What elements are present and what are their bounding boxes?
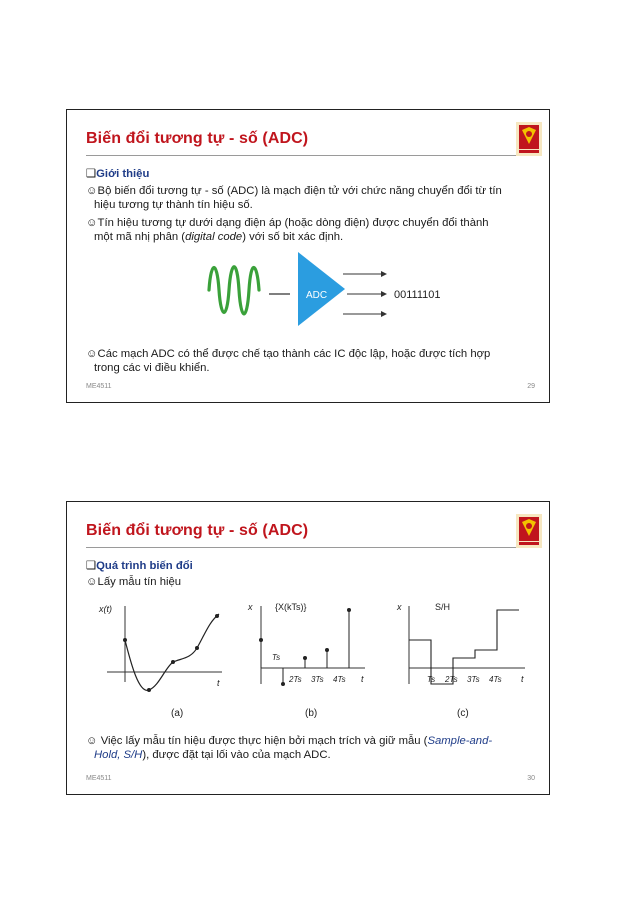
plot-title: S/H [435, 602, 451, 612]
bullet-1-line-2: hiệu tương tự thành tín hiệu số. [94, 199, 253, 211]
footer-page-number: 29 [527, 383, 535, 390]
sample-and-hold-term: Sample-and- [427, 735, 493, 747]
title-divider [86, 155, 530, 156]
bullet-2-line-2: một mã nhị phân (digital code) với số bit xác định. [94, 231, 344, 243]
sample-point [171, 660, 175, 664]
bullet-1-line-1: Bộ biến đổi tương tự - số (ADC) là mạch điện tử với chức năng chuyển đổi từ tín [97, 185, 502, 197]
analog-sine-wave [209, 267, 259, 314]
checkbox-bullet-icon: ❑ [86, 168, 97, 180]
smiley-bullet-icon: ☺ [86, 735, 98, 747]
footer-course-code: ME4511 [86, 775, 112, 782]
y-axis-label: x [248, 602, 253, 612]
adc-label: ADC [306, 290, 328, 301]
figure-b-sampled-signal [245, 594, 375, 704]
smiley-bullet-icon: ☺ [86, 348, 98, 360]
smiley-bullet-icon: ☺ [86, 217, 98, 229]
tick-2ts: 2Ts [289, 675, 302, 684]
figure-c-sample-hold [395, 594, 535, 704]
x-axis-label: t [361, 674, 364, 684]
slide-title: Biến đổi tương tự - số (ADC) [86, 130, 309, 147]
bullet-3-line-1: Các mạch ADC có thể được chế tạo thành các IC độc lập, hoặc được tích hợp [97, 348, 491, 360]
y-axis-label: x [397, 602, 402, 612]
bullet-3-line-2: trong các vi điều khiển. [94, 362, 210, 374]
slide-29 [66, 109, 550, 403]
tick-3ts: 3Ts [311, 675, 324, 684]
digital-output-code: 00111101 [394, 289, 441, 301]
tick-4ts: 4Ts [489, 675, 502, 684]
heading-text: Giới thiệu [96, 168, 150, 180]
university-logo-icon [516, 514, 542, 548]
slide-30 [66, 501, 550, 795]
bullet-2: ☺ Việc lấy mẫu tín hiệu được thực hiện bởi mạch trích và giữ mẫu (Sample-and- Hold, S/H), được đặt tại lối vào của mạch ADC. [86, 735, 493, 761]
bullet-1-text: Lấy mẫu tín hiệu [97, 576, 182, 588]
section-heading [86, 167, 149, 181]
tick-2ts: 2Ts [445, 675, 458, 684]
sample-point [147, 688, 151, 692]
x-axis-label: t [217, 678, 220, 688]
smiley-bullet-icon: ☺ [86, 185, 98, 197]
bullet-1 [86, 575, 181, 589]
tick-4ts: 4Ts [333, 675, 346, 684]
adc-block [298, 252, 345, 326]
digital-code-term: digital code [185, 231, 243, 243]
sample-point [215, 614, 219, 618]
section-heading [86, 559, 193, 573]
checkbox-bullet-icon: ❑ [86, 560, 97, 572]
footer-page-number: 30 [527, 775, 535, 782]
x-axis-label: t [521, 674, 524, 684]
footer-course-code: ME4511 [86, 383, 112, 390]
bullet-3 [86, 347, 490, 375]
tick-ts: Ts [427, 675, 436, 684]
bullet-2 [86, 216, 489, 244]
sample-dot [325, 648, 329, 652]
caption-a: (a) [171, 708, 184, 719]
title-divider [86, 547, 530, 548]
plot-title: {X(kTs)} [275, 602, 307, 612]
sample-dot [303, 656, 307, 660]
signal-curve [125, 614, 219, 690]
bullet-2-line-2: Hold, S/H), được đặt tại lối vào của mạch ADC. [94, 749, 331, 761]
smiley-bullet-icon: ☺ [86, 576, 98, 588]
adc-diagram [197, 250, 477, 330]
bullet-2-line-1: Tín hiệu tương tự dưới dạng điện áp (hoặc dòng điện) được chuyển đổi thành [97, 217, 489, 229]
sample-dot [281, 682, 285, 686]
staircase-signal [409, 610, 519, 684]
bullet-1 [86, 184, 502, 212]
tick-3ts: 3Ts [467, 675, 480, 684]
heading-text: Quá trình biến đổi [96, 560, 193, 572]
y-axis-label: x(t) [99, 604, 112, 614]
slide-title: Biến đổi tương tự - số (ADC) [86, 522, 309, 539]
sample-dot [347, 608, 351, 612]
sample-point [123, 638, 127, 642]
sample-dot [259, 638, 263, 642]
caption-c: (c) [457, 708, 469, 719]
tick-ts: Ts [272, 653, 281, 662]
caption-b: (b) [305, 708, 318, 719]
university-logo-icon [516, 122, 542, 156]
sample-point [195, 646, 199, 650]
figure-a-continuous-signal [97, 594, 227, 704]
